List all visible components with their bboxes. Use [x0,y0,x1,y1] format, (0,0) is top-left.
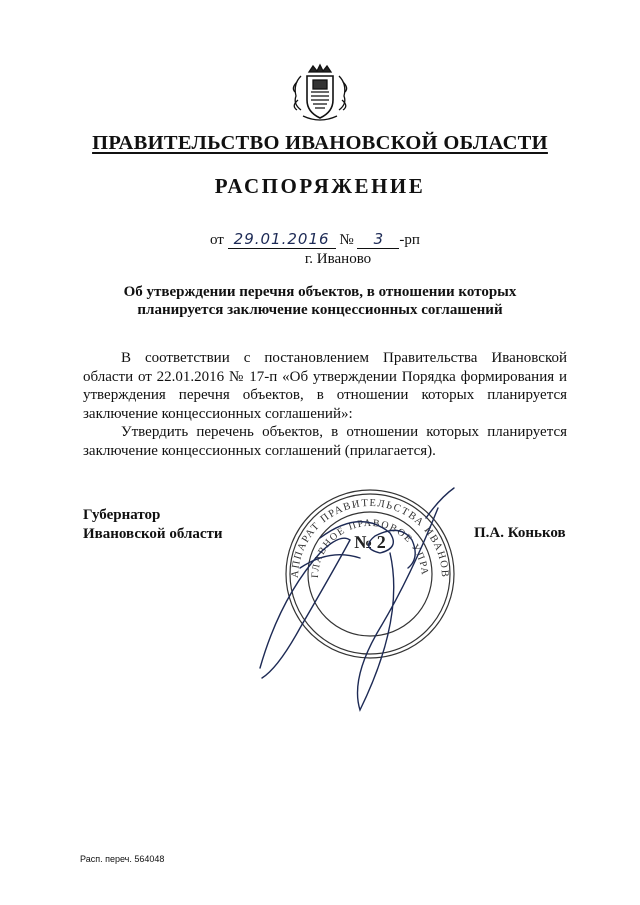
signatory-position [83,506,223,544]
subject-line-1: Об утверждении перечня объектов, в отношении которых [123,284,517,300]
date-number-line [210,231,420,249]
coat-of-arms-icon [287,62,353,124]
document-type: РАСПОРЯЖЕНИЕ [214,174,426,198]
body-text [83,349,567,461]
stamp-outer-text: АППАРАТ ПРАВИТЕЛЬСТВА ИВАНОВ [289,497,451,579]
number-value: 3 [357,231,399,249]
date-value: 29.01.2016 [228,231,336,249]
position-line-1: Губернатор [83,507,161,523]
stamp-inner-text: ГЛАВНОЕ ПРАВОВОЕ УПРА [309,517,431,579]
stamp-center-text: № 2 [354,532,386,552]
subject [60,283,580,319]
body-paragraph-1: В соответствии с постановлением Правительства Ивановской области от 22.01.2016 № 17-п «Об утверждении Порядка формирования и утверждения перечня объектов, в отношении которых планируется заключение концессионных соглашений»: [83,350,567,422]
number-prefix: № [339,232,354,248]
registry-note: Расп. переч. 564048 [80,854,165,864]
position-line-2: Ивановской области [83,526,223,542]
body-paragraph-2: Утвердить перечень объектов, в отношении которых планируется заключение концессионных соглашений (прилагается). [83,424,567,459]
signatory-name: П.А. Коньков [474,525,566,541]
organization-title: ПРАВИТЕЛЬСТВО ИВАНОВСКОЙ ОБЛАСТИ [92,132,548,154]
handwritten-signature [240,478,460,718]
subject-line-2: планируется заключение концессионных соглашений [137,302,503,318]
number-suffix: -рп [399,232,420,248]
date-prefix: от [210,232,224,248]
city: г. Иваново [304,251,372,267]
